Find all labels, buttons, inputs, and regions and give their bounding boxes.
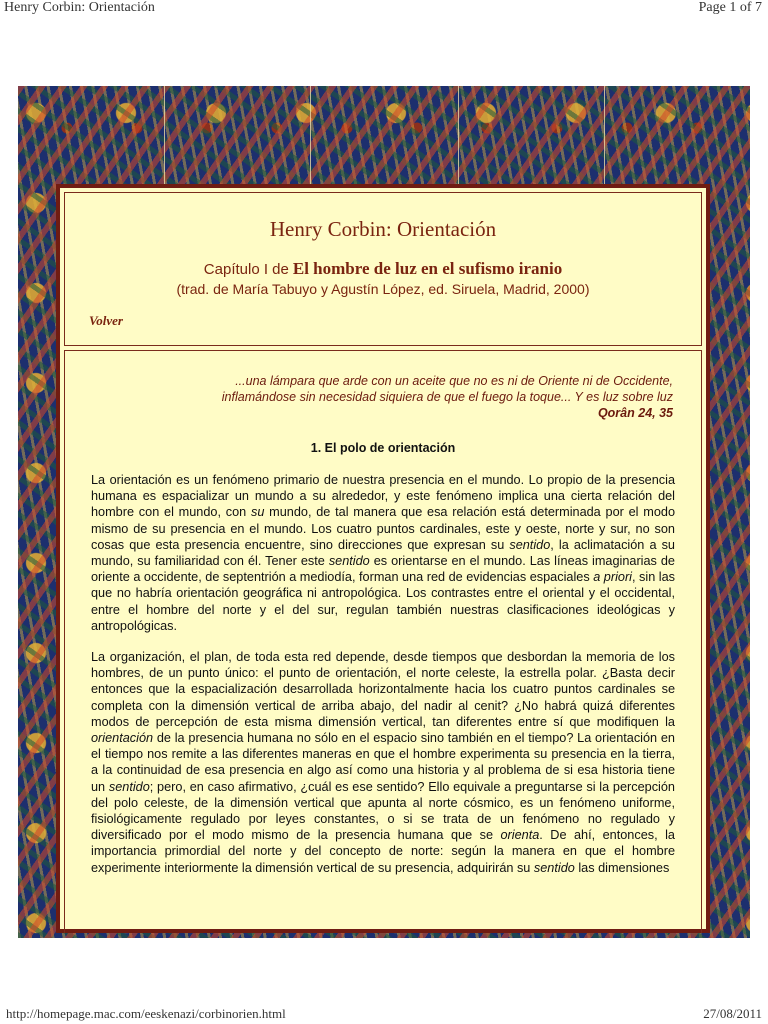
back-link[interactable]: Volver (89, 313, 123, 328)
paragraph-2-emphasis: orienta (500, 828, 540, 843)
epigraph-line-1: ...una lámpara que arde con un aceite que no es ni de Oriente ni de Occidente, (235, 374, 673, 388)
chapter-prefix: Capítulo I de (203, 261, 289, 278)
paragraph-2-text: de la presencia humana no sólo en el espacio sino también en el tiempo? La orientación en el tiempo nos remite a las diferentes maneras en que el hombre experimenta su presencia en la tierra, a la continuidad de esa presencia en algo así como una historia y al problema de si esa historia tiene un (91, 731, 675, 794)
epigraph (153, 373, 673, 421)
print-header (0, 0, 768, 22)
paragraph-1-text: , sin las que no habría orientación geográfica ni antropológica. Los contrastes entre el oriental y el occidental, entre el hombre del norte y el del sur, regulan también nuestras clasificaciones ideológicas y antropológicas. (91, 570, 676, 633)
paragraph-2-emphasis: orientación (91, 731, 154, 746)
print-footer (0, 1004, 768, 1024)
print-footer-date: 27/08/2011 (703, 1006, 762, 1021)
print-footer-url: http://homepage.mac.com/eeskenazi/corbinorien.html (6, 1006, 286, 1021)
paragraph-1 (91, 472, 675, 634)
paragraph-2-emphasis: sentido (533, 860, 575, 875)
section-title: 1. El polo de orientación (310, 441, 456, 455)
print-header-page-number: Page 1 of 7 (698, 0, 762, 15)
border-panel-divider (604, 86, 605, 186)
paragraph-1-text: es orientarse en el mundo. Las líneas imaginarias de oriente a occidente, de septentrión a mediodía, forman una red de evidencias espaciales (91, 554, 675, 585)
paragraph-1-text: , la aclimatación a su mundo, su familiaridad con él. Tener este (91, 537, 675, 569)
paragraph-2-text: las dimensiones (574, 860, 670, 875)
page-title: Henry Corbin: Orientación (269, 217, 497, 241)
paragraph-1-emphasis: sentido (509, 537, 551, 552)
chapter-subtitle (65, 259, 701, 279)
paragraph-1-emphasis: a priori (593, 570, 632, 585)
book-title: El hombre de luz en el sufismo iranio (292, 259, 563, 278)
paragraph-2 (91, 649, 675, 876)
epigraph-reference: Qorân 24, 35 (597, 406, 673, 420)
paragraph-2-text: . De ahí, entonces, la importancia primordial del norte y del concepto de norte: según la manera en que el hombre experimente interiormente la dimensión vertical de su presencia, adquirirán su (91, 828, 675, 875)
epigraph-line-2: inflamándose sin necesidad siquiera de que el fuego la toque... Y es luz sobre luz (221, 390, 673, 404)
translation-credit: (trad. de María Tabuyo y Agustín López, ed. Siruela, Madrid, 2000) (176, 281, 590, 297)
paragraph-1-emphasis: su (250, 505, 265, 520)
paragraph-1-emphasis: sentido (328, 554, 370, 569)
print-header-title: Henry Corbin: Orientación (4, 0, 155, 15)
text-box (64, 350, 702, 933)
border-panel-divider (458, 86, 459, 186)
paragraph-1-text: mundo, de tal manera que esa relación está determinada por el modo mismo de su presencia en el mundo. Los cuatro puntos cardinales, este y oeste, norte y sur, no son cosas que esta presencia encuentre, sino direcciones que expresan su (91, 505, 676, 552)
paragraph-2-text: La organización, el plan, de toda esta red depende, desde tiempos que desbordan la memoria de los hombres, de un punto único: el punto de orientación, el norte celeste, la estrella polar. ¿Basta decir entonces que la espacialización desarrollada horizontalmente hacia los cuatro puntos cardinales se completa con la dimensión vertical de arriba abajo, del nadir al cenit? ¿No habrá quizá diferentes modos de percepción de esta misma dimensión vertical, tan diferentes entre sí que modifiquen la (91, 650, 675, 729)
title-box (64, 192, 702, 346)
border-panel-divider (164, 86, 165, 186)
paragraph-2-emphasis: sentido (108, 779, 150, 794)
paragraph-1-text: La orientación es un fenómeno primario de nuestra presencia en el mundo. Lo propio de la presencia humana es espacializar un mundo a su alrededor, y este fenómeno implica una cierta relación del hombre con el mundo, con (91, 473, 675, 520)
border-panel-divider (310, 86, 311, 186)
paragraph-2-text: ; pero, en caso afirmativo, ¿cuál es ese sentido? Ello equivale a preguntarse si la percepción del polo celeste, de la dimensión vertical que apunta al norte cósmico, es un fenómeno uniforme, fisiológicamente regulado por leyes constantes, o si se trata de un fenómeno no regulado y diversificado por el modo mismo de la presencia humana que se (91, 779, 675, 843)
content-panel (56, 184, 710, 933)
